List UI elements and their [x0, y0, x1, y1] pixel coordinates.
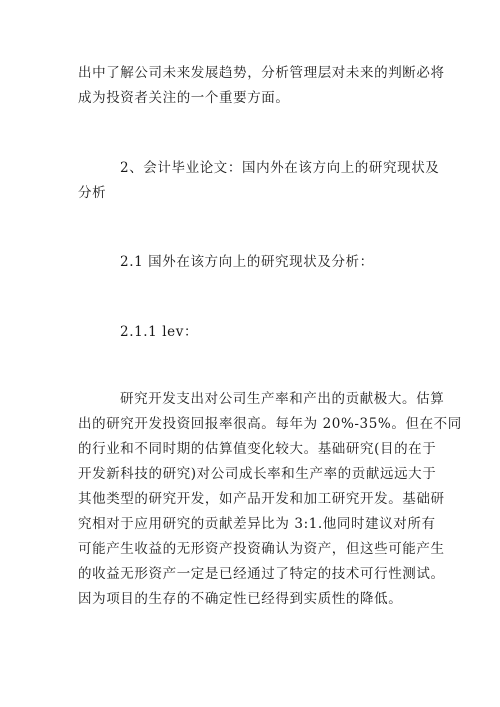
- heading-line: 2.1.1 lev：: [120, 324, 199, 340]
- section-heading-2-1-1: [78, 320, 428, 345]
- text-line: 的行业和不同时期的估算值变化较大。基础研究(目的在于: [78, 441, 437, 457]
- heading-line: 2、会计毕业论文：国内外在该方向上的研究现状及: [120, 160, 440, 176]
- text-line: 开发新科技的研究)对公司成长率和生产率的贡献远远大于: [78, 466, 437, 482]
- text-line: 的收益无形资产一定是已经通过了特定的技术可行性测试。: [78, 566, 445, 582]
- section-heading-2-1: [78, 250, 428, 275]
- section-heading-2: [78, 156, 440, 206]
- heading-line: 2.1 国外在该方向上的研究现状及分析：: [120, 254, 374, 270]
- text-line: 出的研究开发投资回报率很高。每年为 20%-35%。但在不同: [78, 416, 462, 432]
- text-line: 成为投资者关注的一个重要方面。: [78, 90, 290, 106]
- text-line: 因为项目的生存的不确定性已经得到实质性的降低。: [78, 591, 403, 607]
- text-line: 出中了解公司未来发展趋势，分析管理层对未来的判断必将: [78, 65, 445, 81]
- text-line: 究相对于应用研究的贡献差异比为 3:1.他同时建议对所有: [78, 516, 436, 532]
- text-line: 其他类型的研究开发，如产品开发和加工研究开发。基础研: [78, 491, 445, 507]
- heading-line: 分析: [78, 185, 107, 201]
- intro-paragraph: [78, 61, 445, 111]
- text-line: 研究开发支出对公司生产率和产出的贡献极大。估算: [120, 391, 445, 407]
- text-line: 可能产生收益的无形资产投资确认为资产，但这些可能产生: [78, 541, 445, 557]
- body-paragraph: [78, 387, 462, 612]
